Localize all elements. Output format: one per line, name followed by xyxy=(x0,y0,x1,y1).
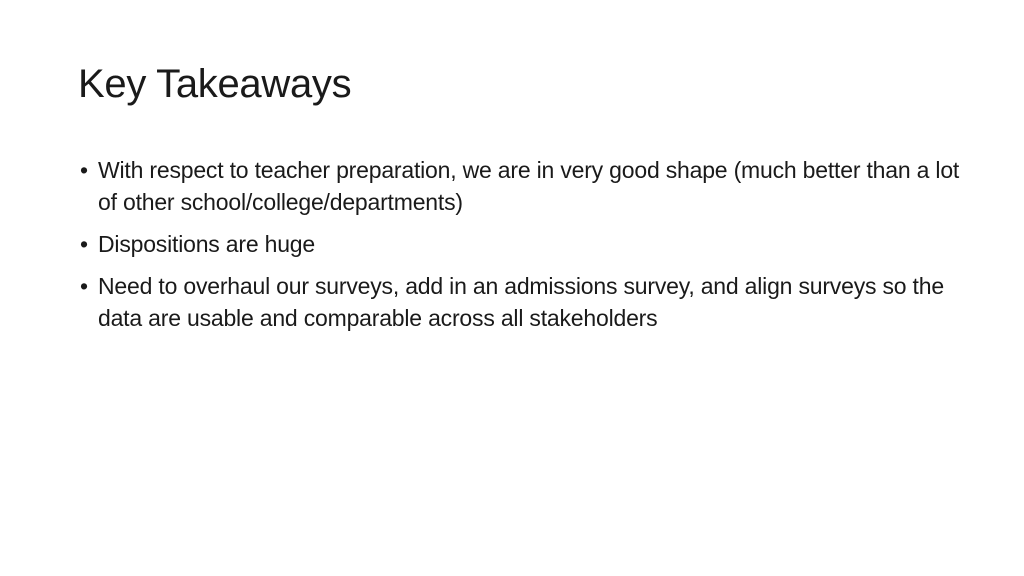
slide-title: Key Takeaways xyxy=(78,62,352,106)
bullet-text: Dispositions are huge xyxy=(98,231,315,257)
bullet-item-surveys xyxy=(78,270,978,334)
bullet-item-dispositions xyxy=(78,228,978,260)
bullet-point-icon: • xyxy=(80,273,88,299)
bullet-point-icon: • xyxy=(80,157,88,183)
bullet-list xyxy=(78,154,978,344)
bullet-point-icon: • xyxy=(80,231,88,257)
bullet-text: With respect to teacher preparation, we are in very good shape (much better than a lot of other school/college/departments) xyxy=(98,157,960,215)
bullet-item-teacher-preparation xyxy=(78,154,978,218)
bullet-text: Need to overhaul our surveys, add in an admissions survey, and align surveys so the data are usable and comparable across all stakeholders xyxy=(98,273,944,331)
